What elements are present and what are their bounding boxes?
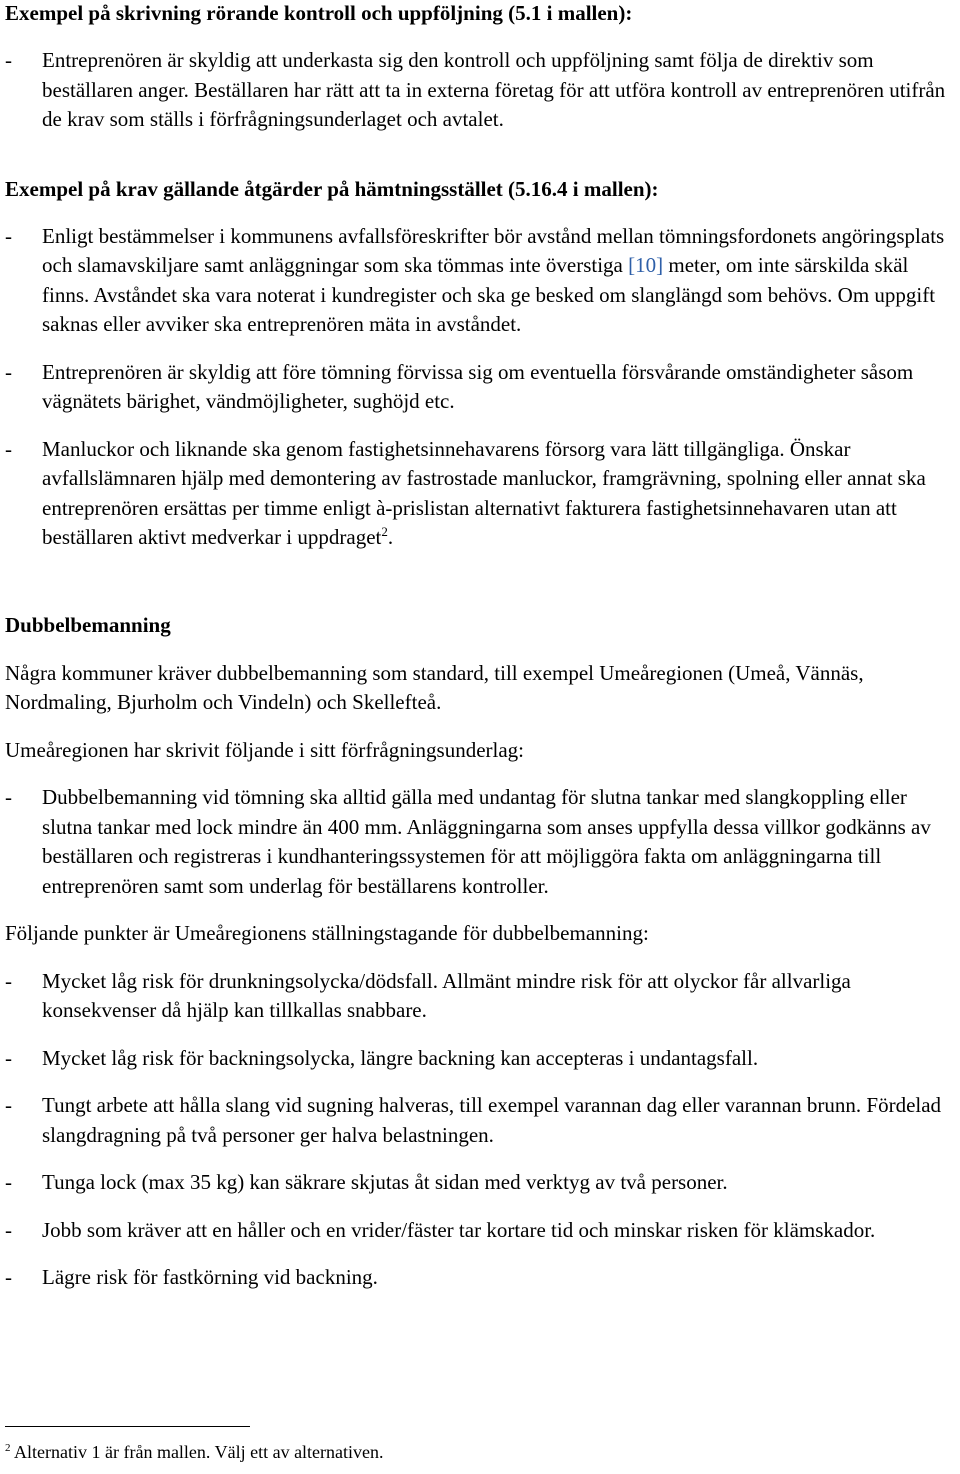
list-item [5, 1168, 957, 1198]
bullet-dash: - [5, 359, 12, 384]
bullet-dash: - [5, 1170, 12, 1194]
text-span: Manluckor och liknande ska genom fastighetsinnehavarens försorg vara lätt tillgängliga. Önskar avfallslämnaren hjälp med demontering av fastrostade manluckor, framgrävning, spolning eller annat ska entreprenören ersättas per timme enligt à-prislistan alternativt fakturera fastighetsinnehavaren utan att beställaren aktivt medverkar i uppdraget [42, 436, 926, 549]
list-item [5, 1263, 957, 1293]
paragraph: Umeåregionen har skrivit följande i sitt förfrågningsunderlag: [5, 737, 525, 762]
bullet-dash: - [5, 1265, 12, 1289]
footnote-divider [5, 1426, 250, 1427]
paragraph: Följande punkter är Umeåregionens ställningstagande för dubbelbemanning: [5, 921, 649, 945]
document-page [5, 0, 957, 1293]
footnote-ref: 2 [381, 524, 388, 539]
list-item [5, 435, 957, 553]
list-item [5, 967, 957, 1026]
bullet-dash: - [5, 223, 12, 248]
list-item-text: Tunga lock (max 35 kg) kan säkrare skjutas åt sidan med verktyg av två personer. [42, 1170, 728, 1194]
bullet-dash: - [5, 1217, 12, 1242]
bullet-dash: - [5, 968, 12, 993]
text-span: meter, om inte särskilda skäl finns. Avståndet ska vara noterat i kundregister och ska ge besked om slanglängd som behövs. Om uppgift saknas eller avviker ska entreprenören mäta in avståndet. [42, 253, 936, 336]
section-heading-hamtningsstallet: Exempel på krav gällande åtgärder på hämtningsstället (5.16.4 i mallen): [5, 176, 659, 201]
list-item [5, 783, 957, 901]
list-item-text: Dubbelbemanning vid tömning ska alltid gälla med undantag för slutna tankar med slangkoppling eller slutna tankar med lock mindre än 400 mm. Anläggningarna som anses uppfylla dessa villkor godkänns av beställaren och registreras i kundhanteringssystemen för att möjliggöra fakta om anläggningarna till entreprenören samt som underlag för beställarens kontroller. [42, 785, 931, 898]
text-span: . [387, 525, 394, 549]
bullet-dash: - [5, 1045, 12, 1070]
footnote [5, 1440, 384, 1464]
list-item [5, 1044, 957, 1074]
section-heading-kontroll: Exempel på skrivning rörande kontroll och uppföljning (5.1 i mallen): [5, 1, 633, 25]
list-item-text: Entreprenören är skyldig att före tömning förvissa sig om eventuella försvårande omständigheter såsom vägnätets bärighet, vändmöjligheter, sughöjd etc. [42, 359, 914, 413]
paragraph: Några kommuner kräver dubbelbemanning som standard, till exempel Umeåregionen (Umeå, Vännäs, Nordmaling, Bjurholm och Vindeln) och Skellefteå. [5, 660, 864, 714]
text-span: Enligt bestämmelser i kommunens avfallsföreskrifter bör avstånd mellan tömningsfordonets angöringsplats och slamavskiljare samt anläggningar som ska tömmas inte överstiga [42, 223, 945, 277]
bullet-dash: - [5, 48, 12, 72]
list-item-text: Tungt arbete att hålla slang vid sugning halveras, till exempel varannan dag eller varannan brunn. Fördelad slangdragning på två personer ger halva belastningen. [42, 1093, 942, 1147]
list-item [5, 222, 957, 340]
position-points-list [5, 967, 957, 1293]
list-item [5, 358, 957, 417]
list-item-text: Mycket låg risk för backningsolycka, längre backning kan accepteras i undantagsfall. [42, 1045, 759, 1070]
list-item-text [42, 222, 957, 340]
bullet-dash: - [5, 1093, 12, 1117]
bullet-dash: - [5, 436, 12, 461]
list-item [5, 1216, 957, 1246]
footnote-text: Alternativ 1 är från mallen. Välj ett av alternativen. [10, 1442, 384, 1462]
section-heading-dubbelbemanning: Dubbelbemanning [5, 612, 171, 637]
placeholder-value: [10] [628, 253, 664, 277]
footnote-number: 2 [5, 1442, 11, 1454]
list-item-text: Mycket låg risk för drunkningsolycka/dödsfall. Allmänt mindre risk för att olyckor får allvarliga konsekvenser då hjälp kan tillkallas snabbare. [42, 968, 851, 1022]
list-item-text: Entreprenören är skyldig att underkasta sig den kontroll och uppföljning samt följa de direktiv som beställaren anger. Beställaren har rätt att ta in externa företag för att utföra kontroll av entreprenören utifrån de krav som ställs i förfrågningsunderlaget och avtalet. [42, 48, 946, 131]
list-item [5, 1091, 957, 1150]
list-item-text: Jobb som kräver att en håller och en vrider/fäster tar kortare tid och minskar risken för klämskador. [42, 1217, 876, 1242]
list-item-text: Lägre risk för fastkörning vid backning. [42, 1265, 378, 1289]
list-item-text [42, 435, 957, 553]
list-item [5, 46, 957, 135]
bullet-dash: - [5, 785, 12, 809]
